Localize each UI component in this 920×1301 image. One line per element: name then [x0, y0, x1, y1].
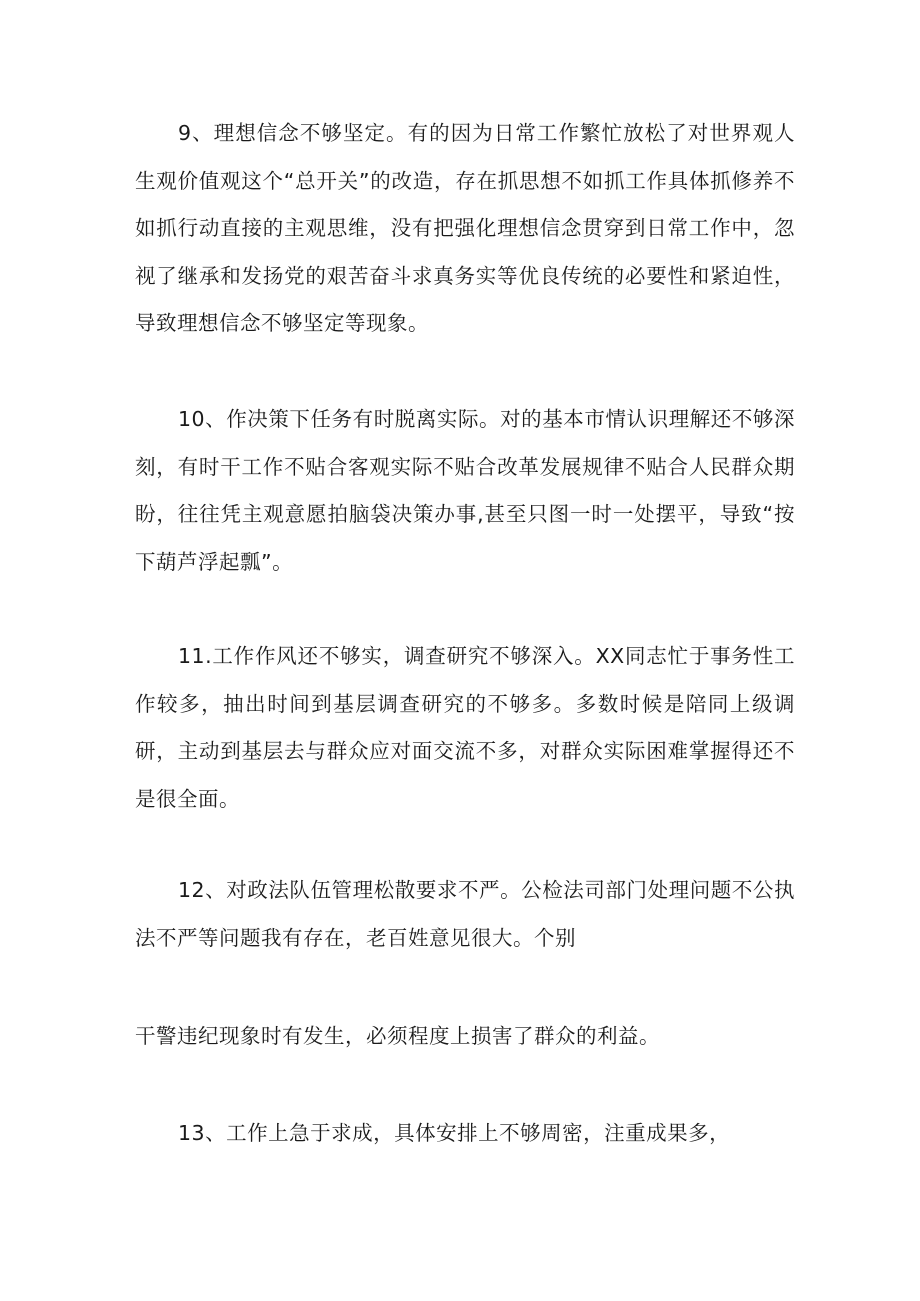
paragraph-11: 11.工作作风还不够实，调查研究不够深入。XX同志忙于事务性工作较多，抽出时间到基层调查研究的不够多。多数时候是陪同上级调研，主动到基层去与群众应对面交流不多，对群众实际困难掌握得还不是很全面。 — [135, 644, 795, 811]
paragraph-10: 10、作决策下任务有时脱离实际。对的基本市情认识理解还不够深刻，有时干工作不贴合客观实际不贴合改革发展规律不贴合人民群众期盼，往往凭主观意愿拍脑袋决策办事,甚至只图一时一处摆平，导致“按下葫芦浮起瓢”。 — [135, 407, 795, 574]
paragraph-12: 12、对政法队伍管理松散要求不严。公检法司部门处理问题不公执法不严等问题我有存在，老百姓意见很大。个别 — [135, 878, 795, 950]
paragraph-12-continuation: 干警违纪现象时有发生，必须程度上损害了群众的利益。 — [135, 1024, 660, 1048]
paragraph-13: 13、工作上急于求成，具体安排上不够周密，注重成果多， — [178, 1121, 731, 1145]
paragraph-9: 9、理想信念不够坚定。有的因为日常工作繁忙放松了对世界观人生观价值观这个“总开关”的改造，存在抓思想不如抓工作具体抓修养不如抓行动直接的主观思维，没有把强化理想信念贯穿到日常工作中，忽视了继承和发扬党的艰苦奋斗求真务实等优良传统的必要性和紧迫性，导致理想信念不够坚定等现象。 — [135, 121, 795, 335]
